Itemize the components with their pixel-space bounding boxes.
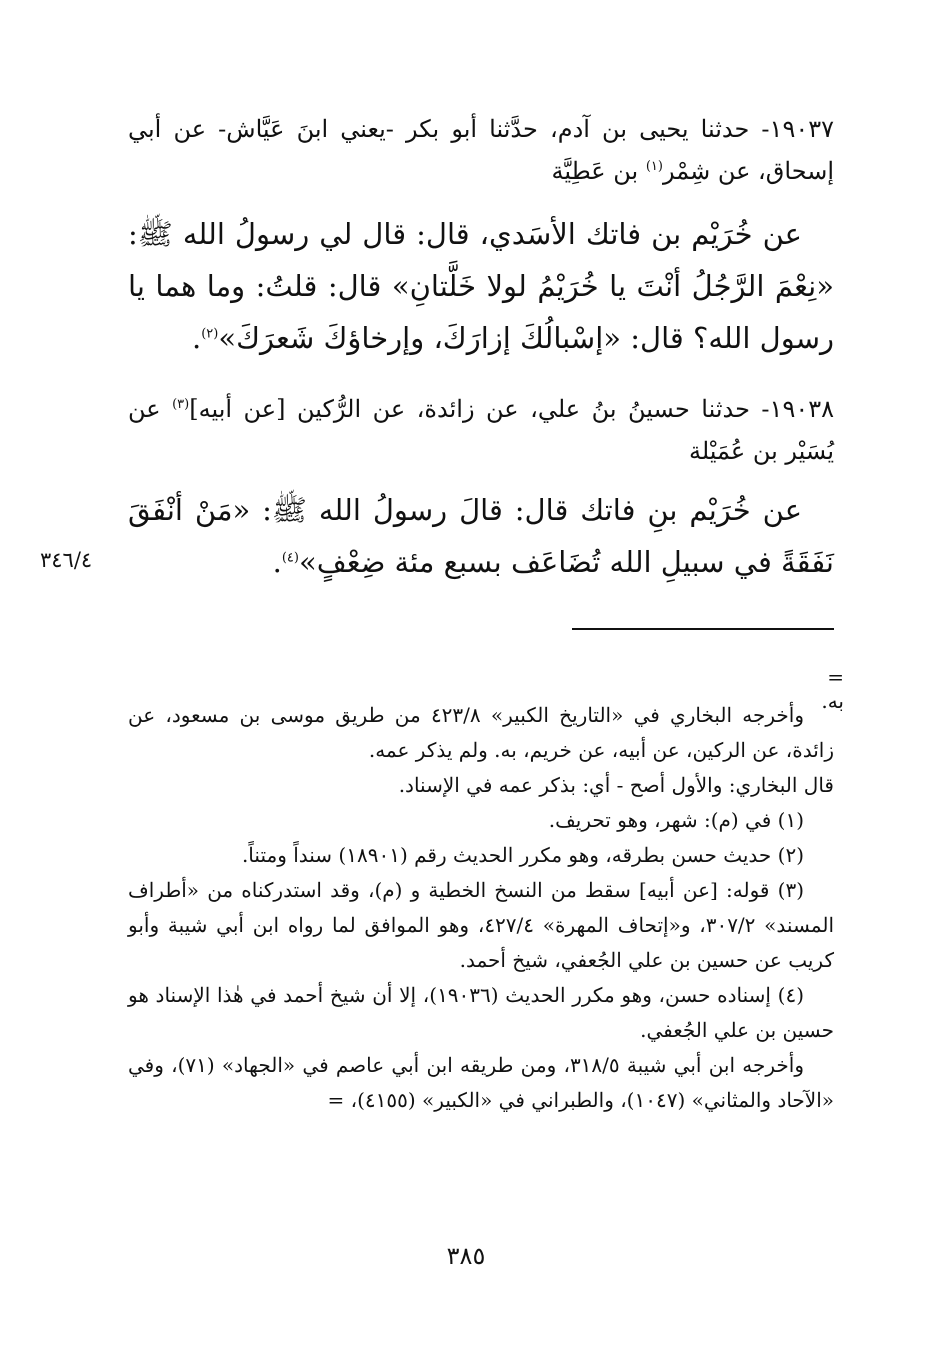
footnotes-section [128,698,834,1118]
hadith-19038-matn [128,484,834,588]
footnote-continuation-2: قال البخاري: والأول أصح - أي: بذكر عمه في الإسناد. [398,773,834,797]
footnote-ref-2: (٢) [201,326,219,342]
hadith-19037-chain-end: بن عَطِيَّة [551,157,646,185]
footnote-4: (٤) إسناده حسن، وهو مكرر الحديث (١٩٠٣٦)، إلا أن شيخ أحمد في هٰذا الإسناد هو حسين بن علي الجُعفي. [128,983,834,1042]
footnote-1: (١) في (م): شهر، وهو تحريف. [548,808,804,832]
footnote-separator [572,628,834,630]
hadith-19037-matn-end: . [191,321,202,355]
footnote-continuation-marker: = به. [821,665,844,713]
footnote-ref-3: (٣) [172,397,190,412]
footnote-ref-4: (٤) [281,550,299,566]
footnote-continuation-1: وأخرجه البخاري في «التاريخ الكبير» ٤٢٣/٨ من طريق موسى بن مسعود، عن زائدة، عن الركين، عن أبيه، عن خريم، به. ولم يذكر عمه. [128,703,834,762]
hadith-19038-matn-text: عن خُرَيْم بنِ فاتك قال: قالَ رسولُ الله ﷺ: «مَنْ أنْفَقَ نَفَقَةً في سبيلِ الله تُضَاعَف بسبع مئة ضِعْفٍ» [128,493,834,579]
hadith-19037-chain-text: ١٩٠٣٧- حدثنا يحيى بن آدم، حدَّثنا أبو بكر -يعني ابنَ عَيَّاش- عن أبي إسحاق، عن شِمْر [128,115,834,185]
hadith-19038-chain-end: عن يُسَيْر بن عُمَيْلة [128,395,834,465]
hadith-19037-matn [128,208,834,364]
hadith-19038-matn-end: . [272,545,282,579]
hadith-19037-chain [128,108,834,192]
footnote-3: (٣) قوله: [عن أبيه] سقط من النسخ الخطية و (م)، وقد استدركناه من «أطراف المسند» ٣٠٧/٢، و«إتحاف المهرة» ٤٢٧/٤، وهو الموافق لما رواه ابن أبي شيبة وأبو كريب عن حسين بن علي الجُعفي، شيخ أحمد. [128,878,835,972]
margin-reference: ٣٤٦/٤ [40,548,93,572]
hadith-19038-chain-text: ١٩٠٣٨- حدثنا حسينُ بنُ علي، عن زائدة، عن الرُّكين [عن أبيه] [189,395,834,423]
hadith-19037-matn-text: عن خُرَيْم بن فاتك الأسَدي، قال: قال لي رسولُ الله ﷺ: «نِعْمَ الرَّجُلُ أنْتَ يا خُرَيْمُ لولا خَلَّتانِ» قال: قلتُ: وما هما يا رسول الله؟ قال: «إسْبالُكَ إزارَكَ، وإرخاؤكَ شَعرَكَ» [128,217,834,355]
hadith-19038-chain [128,388,834,472]
page-number: ٣٨٥ [446,1242,486,1270]
footnote-ref-1: (١) [645,159,663,174]
footnote-2: (٢) حديث حسن بطرقه، وهو مكرر الحديث رقم (١٨٩٠١) سنداً ومتناً. [241,843,804,867]
footnote-4-continuation: وأخرجه ابن أبي شيبة ٣١٨/٥، ومن طريقه ابن أبي عاصم في «الجهاد» (٧١)، وفي «الآحاد والمثاني» (١٠٤٧)، والطبراني في «الكبير» (٤١٥٥)، = [128,1053,834,1112]
